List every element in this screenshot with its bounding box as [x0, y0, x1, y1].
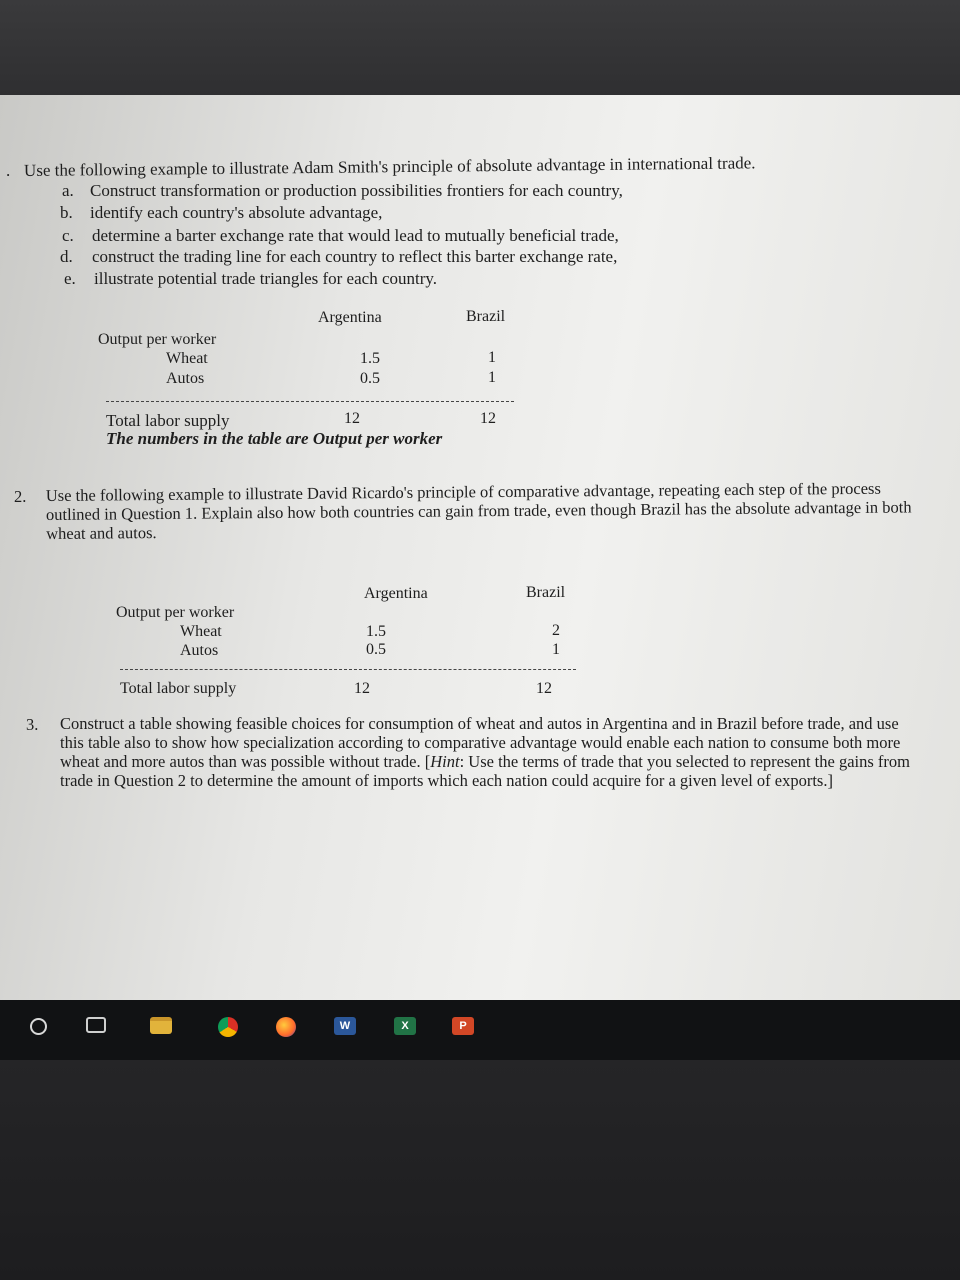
q1-total-brazil: 12 [480, 410, 496, 427]
firefox-icon[interactable] [276, 1017, 296, 1037]
q1-item-text: illustrate potential trade triangles for each country. [94, 269, 438, 288]
q1-divider [106, 401, 514, 402]
q1-item-text: identify each country's absolute advantage, [90, 203, 383, 222]
search-icon[interactable] [30, 1018, 47, 1035]
q1-total-argentina: 12 [344, 410, 360, 427]
q2-section-label: Output per worker [116, 604, 235, 621]
monitor-bezel-top [0, 0, 960, 95]
q1-col-argentina: Argentina [318, 309, 382, 326]
q1-cell-argentina: 0.5 [360, 370, 380, 387]
q1-table-note: The numbers in the table are Output per worker [106, 429, 443, 448]
q1-item-letter: d. [60, 247, 73, 266]
q1-total-label: Total labor supply [106, 411, 230, 430]
q2-number: 2. [14, 487, 27, 506]
q2-col-brazil: Brazil [526, 584, 566, 601]
q3-hint-label: Hint [430, 752, 460, 771]
q2-total-argentina: 12 [354, 680, 370, 697]
q1-item-letter: c. [62, 226, 74, 245]
q2-cell-brazil: 1 [552, 641, 560, 658]
q3-prompt [60, 714, 920, 790]
q1-cell-brazil: 1 [488, 349, 496, 366]
q1-cell-argentina: 1.5 [360, 350, 380, 367]
q1-col-brazil: Brazil [466, 308, 506, 325]
q2-divider [120, 669, 576, 670]
chrome-icon[interactable] [218, 1017, 238, 1037]
q1-row-label: Autos [166, 370, 205, 387]
q2-row-label: Autos [180, 642, 219, 659]
q1-cell-brazil: 1 [488, 369, 496, 386]
excel-icon[interactable]: X [394, 1017, 416, 1035]
q3-prompt-pre: Construct a table showing feasible choices for consumption of wheat and autos in Argentina and in Brazil before trade, and use this table also to show how specialization according to comparative advantage would enable each nation to consume both more wheat and more autos than was possible without trade. [ [60, 714, 901, 771]
q2-total-brazil: 12 [536, 680, 552, 697]
document-page [0, 95, 960, 1005]
q1-item-text: determine a barter exchange rate that would lead to mutually beneficial trade, [92, 226, 619, 245]
file-explorer-icon[interactable] [150, 1017, 172, 1034]
q1-row-label: Wheat [166, 350, 208, 367]
q2-row-label: Wheat [180, 623, 222, 640]
word-icon[interactable]: W [334, 1017, 356, 1035]
q1-item-text: Construct transformation or production possibilities frontiers for each country, [90, 181, 623, 200]
taskbar [0, 1000, 960, 1060]
q1-prompt: Use the following example to illustrate Adam Smith's principle of absolute advantage in international trade. [23, 153, 756, 180]
q3-number: 3. [26, 715, 39, 734]
monitor-bezel-bottom [0, 1060, 960, 1280]
powerpoint-icon[interactable]: P [452, 1017, 474, 1035]
q1-item-text: construct the trading line for each country to reflect this barter exchange rate, [92, 247, 618, 266]
q2-prompt: Use the following example to illustrate David Ricardo's principle of comparative advantage, repeating each step of the process outlined in Question 1. Explain also how both countries can gain from trade, even though Brazil has the absolute advantage in both wheat and autos. [45, 478, 912, 543]
q1-item-letter: b. [60, 203, 73, 222]
q2-col-argentina: Argentina [364, 585, 428, 602]
task-view-icon[interactable] [86, 1017, 106, 1033]
q2-total-label: Total labor supply [120, 680, 237, 697]
q2-cell-argentina: 0.5 [366, 641, 386, 658]
q3-prompt-post: : Use the terms of trade that you selected to represent the gains from trade in Question 2 to determine the amount of imports which each nation could acquire for a given level of exports.] [60, 752, 910, 790]
q2-cell-argentina: 1.5 [366, 623, 386, 640]
q1-item-letter: a. [62, 181, 74, 200]
q1-section-label: Output per worker [98, 331, 217, 348]
q2-cell-brazil: 2 [552, 622, 560, 639]
q1-bullet: . [6, 161, 11, 180]
q1-item-letter: e. [64, 269, 76, 288]
